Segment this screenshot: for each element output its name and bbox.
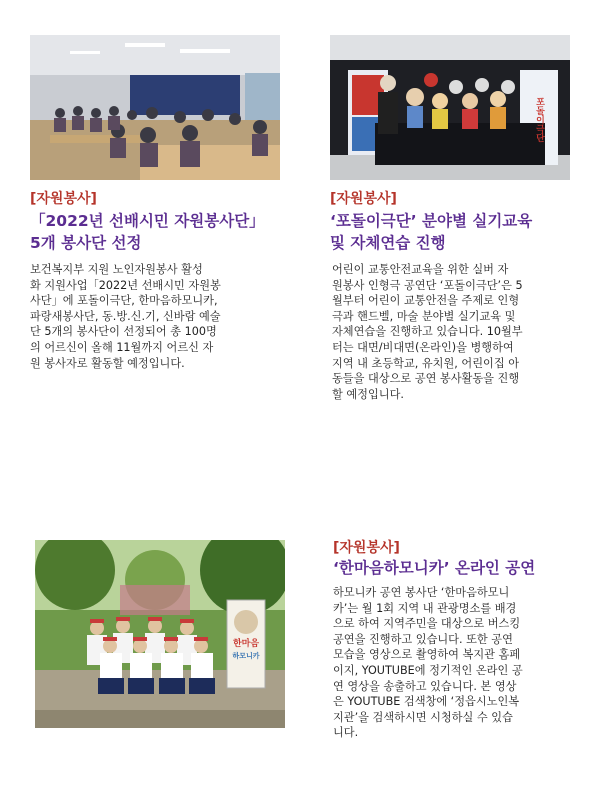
article-2-body-line: 극과 핸드벨, 마술 분야별 실기교육 및: [332, 309, 516, 323]
puppet-theater-photo: [330, 35, 570, 180]
article-1-body: [30, 262, 285, 371]
article-2-body-line: 할 예정입니다.: [332, 387, 404, 401]
volunteer-selection-classroom-photo: [30, 35, 280, 180]
article-1-body-line: 의 어르신이 올해 11월까지 어르신 자: [30, 340, 214, 354]
article-2-tag: [자원봉사]: [330, 191, 397, 207]
article-3-body-line: 카’는 월 1회 지역 내 관광명소를 배경: [333, 601, 517, 615]
article-3-body-line: 니다.: [333, 726, 359, 740]
article-3-body-line: 은 YOUTUBE 검색창에 ‘정읍시노인복: [333, 695, 520, 709]
article-3-title-line: ‘한마음하모니카’ 온라인 공연: [333, 559, 536, 577]
article-2-body-line: 지역 내 초등학교, 유치원, 어린이집 아: [332, 356, 520, 370]
article-1-title-line: 5개 봉사단 선정: [30, 234, 142, 252]
article-3-body-line: 모습을 영상으로 촬영하여 복지관 홈페: [333, 648, 521, 662]
article-2-body-line: 원봉사 인형극 공연단 ‘포돌이극단’은 5: [332, 278, 523, 292]
article-3-body-line: 공연을 진행하고 있습니다. 또한 공연: [333, 632, 513, 646]
article-1-body-line: 화 지원사업「2022년 선배시민 자원봉: [30, 278, 221, 292]
article-2-title-line: ‘포돌이극단’ 분야별 실기교육: [330, 212, 533, 230]
article-2-body-line: 터는 대면/비대면(온라인)을 병행하여: [332, 340, 514, 354]
article-3-body-line: 으로 하여 지역주민을 대상으로 버스킹: [333, 617, 521, 631]
article-2-body: [332, 262, 572, 402]
article-2-body-line: 동들을 대상으로 공연 봉사활동을 진행: [332, 372, 520, 386]
article-1-body-line: 파랑새봉사단, 동.방.신.기, 신바람 예술: [30, 309, 221, 323]
article-1-title-line: 「2022년 선배시민 자원봉사단」: [30, 212, 265, 230]
article-3-body-line: 지관’을 검색하시면 시청하실 수 있습: [333, 710, 513, 724]
harmonica-sign-line: 한마음: [232, 639, 260, 649]
harmonica-group-outdoor-photo: [35, 540, 285, 728]
harmonica-sign: [227, 638, 265, 662]
article-1-body-line: 단 5개의 봉사단이 선정되어 총 100명: [30, 325, 217, 339]
article-1-body-line: 보건복지부 지원 노인자원봉사 활성: [30, 263, 203, 276]
article-2-body-line: 월부터 어린이 교통안전을 주제로 인형: [332, 294, 520, 308]
article-2-body-line: 자체연습을 진행하고 있습니다. 10월부: [332, 325, 523, 339]
harmonica-sign-line: 하모니카: [232, 652, 260, 660]
article-1-body-line: 사단」에 포돌이극단, 한마음하모니카,: [30, 294, 218, 308]
article-3-body-line: 하모니카 공연 봉사단 ‘한마음하모니: [333, 586, 510, 599]
article-3-body-line: 이지, YOUTUBE에 정기적인 온라인 공: [333, 663, 523, 677]
article-2-title: [330, 210, 532, 254]
article-1-title: [30, 210, 265, 254]
article-1-body-line: 원 봉사자로 활동할 예정입니다.: [30, 356, 185, 370]
article-3-title: [333, 557, 535, 579]
article-3-body: [333, 585, 573, 741]
article-2-title-line: 및 자체연습 진행: [330, 234, 446, 252]
article-2-body-line: 어린이 교통안전교육을 위한 실버 자: [332, 263, 509, 276]
article-3-tag: [자원봉사]: [333, 540, 400, 556]
article-3-body-line: 연 영상을 송출하고 있습니다. 본 영상: [333, 679, 517, 693]
article-1-tag: [자원봉사]: [30, 191, 97, 207]
puppet-theater-sign: 포돌이극단: [534, 97, 544, 142]
